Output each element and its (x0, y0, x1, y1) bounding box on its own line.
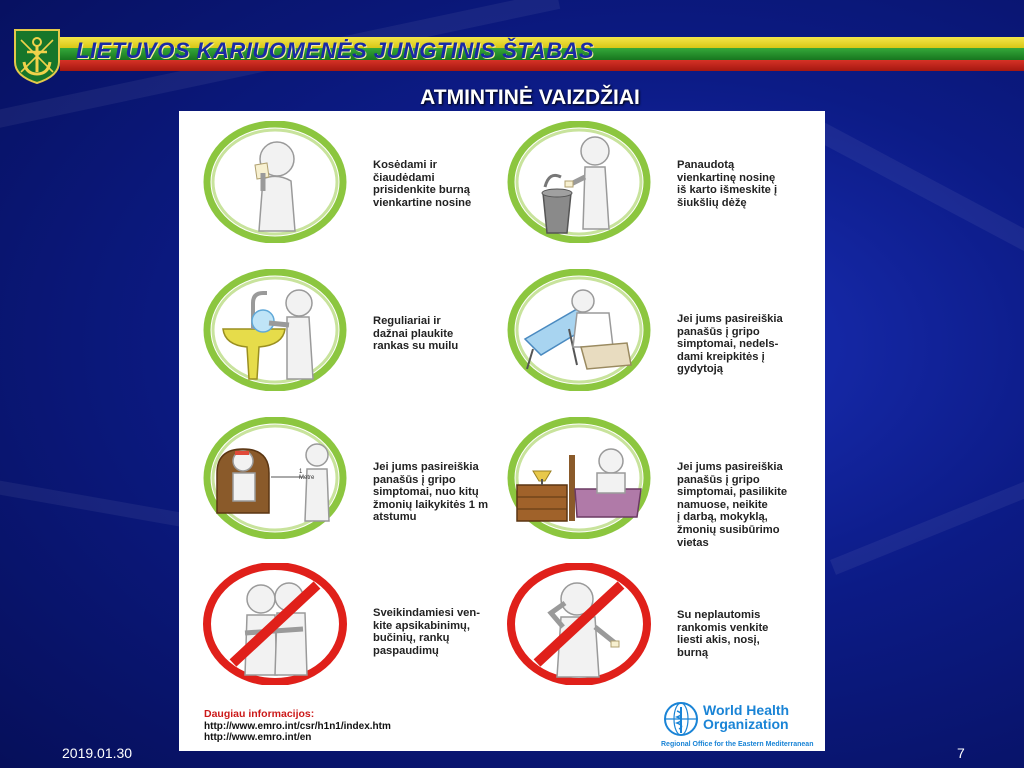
slide-page-number: 7 (957, 745, 965, 761)
item-text: Su neplautomis rankomis venkite liesti akis, nosį, burną (677, 609, 769, 659)
who-logo-icon (663, 701, 699, 737)
slide-title: ATMINTINĖ VAIZDŽIAI (420, 86, 640, 109)
info-link[interactable]: http://www.emro.int/en (204, 732, 312, 743)
hand-washing-icon (203, 269, 347, 391)
stay-home-icon (507, 417, 651, 539)
more-info-label: Daugiau informacijos: (204, 708, 315, 720)
item-text: Jei jums pasireiškia panašūs į gripo simptomai, nedels- dami kreipkitės į gydytoją (677, 313, 783, 376)
no-face-touching-icon (507, 563, 651, 685)
info-link[interactable]: http://www.emro.int/csr/h1n1/index.htm (204, 720, 391, 732)
anchor-emblem-icon (13, 28, 61, 84)
who-region: Regional Office for the Eastern Mediterranean (661, 741, 814, 748)
no-hugging-icon (203, 563, 347, 685)
who-org-name: World Health Organization (703, 702, 790, 732)
item-text: Sveikindamiesi ven- kite apsikabinimų, bučinių, rankų paspaudimų (373, 607, 480, 657)
item-text: Reguliariai ir dažnai plaukite rankas su muilu (373, 315, 459, 353)
item-text: Panaudotą vienkartinę nosinę iš karto išmeskite į šiukšlių dėžę (677, 159, 778, 209)
doctor-visit-icon (507, 269, 651, 391)
item-text: Jei jums pasireiškia panašūs į gripo simptomai, pasilikite namuose, neikite į darbą, mokyklą, žmonių susibūrimo vietas (677, 461, 788, 549)
organization-title: LIETUVOS KARIUOMENĖS JUNGTINIS ŠTABAS (76, 38, 595, 63)
item-text: Kosėdami ir čiaudėdami prisidenkite burną vienkartine nosine (373, 159, 472, 209)
slide-date: 2019.01.30 (62, 745, 133, 761)
tissue-in-bin-icon (507, 121, 651, 243)
more-info-block (204, 709, 391, 744)
flu-prevention-poster (179, 111, 825, 751)
item-text: Jei jums pasireiškia panašūs į gripo simptomai, nuo kitų žmonių laikykitės 1 m atstumu (373, 461, 489, 524)
keep-distance-icon (203, 417, 347, 539)
background-streak (811, 120, 1024, 260)
distance-label: 1 Metre (299, 469, 315, 481)
cough-into-tissue-icon (203, 121, 347, 243)
background-streak (830, 470, 1024, 575)
